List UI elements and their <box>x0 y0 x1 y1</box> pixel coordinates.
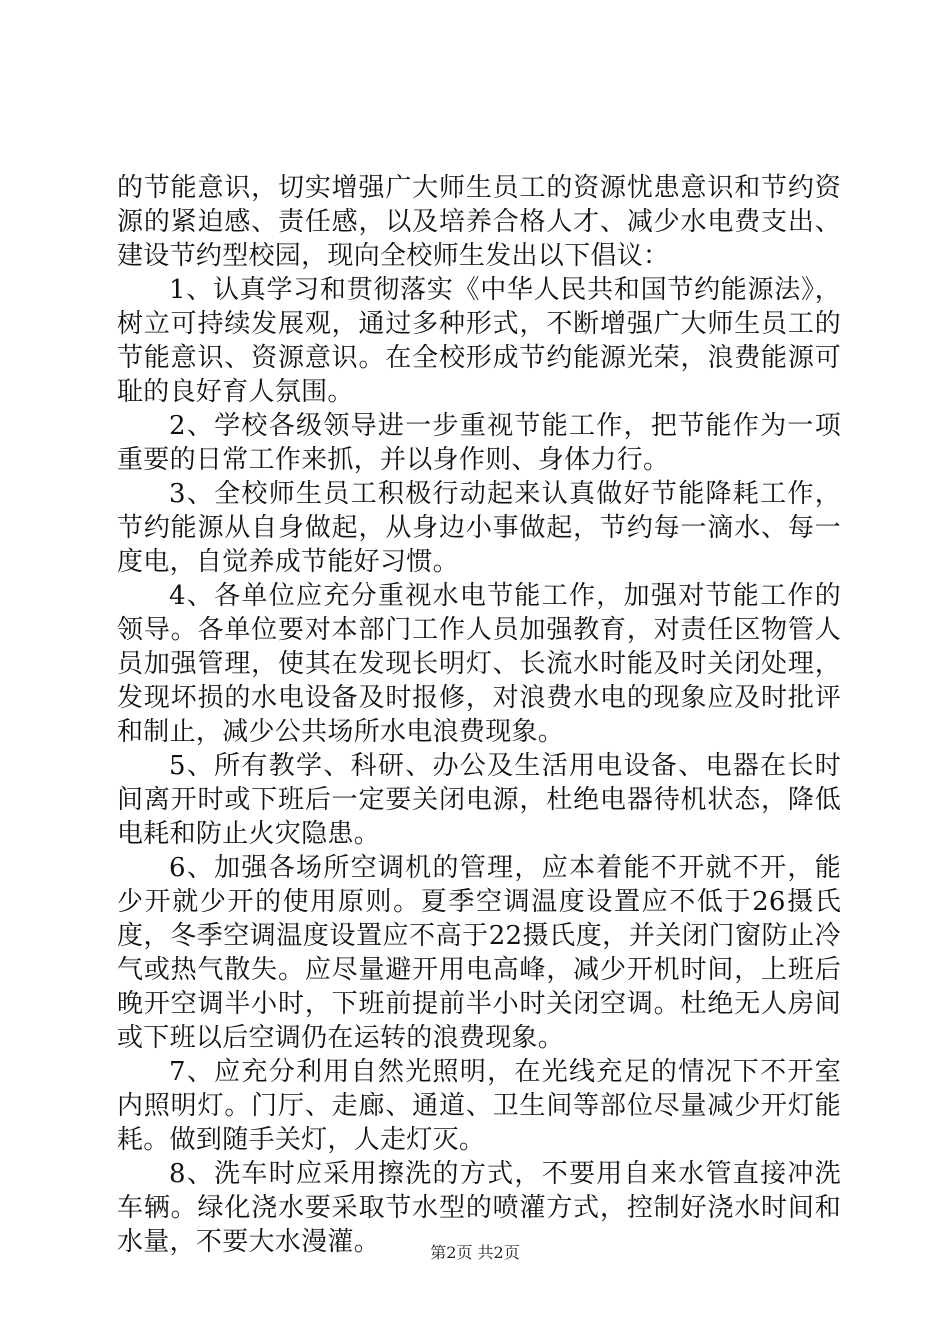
paragraph-item-7: 7、应充分利用自然光照明，在光线充足的情况下不开室内照明灯。门厅、走廊、通道、卫生间等部位尽量减少开灯能耗。做到随手关灯，人走灯灭。 <box>117 1057 841 1155</box>
paragraph-item-2: 2、学校各级领导进一步重视节能工作，把节能作为一项重要的日常工作来抓，并以身作则、身体力行。 <box>117 411 841 475</box>
paragraph-intro-continuation: 的节能意识，切实增强广大师生员工的资源忧患意识和节约资源的紧迫感、责任感，以及培养合格人才、减少水电费支出、建设节约型校园，现向全校师生发出以下倡议： <box>117 173 841 271</box>
document-body <box>117 171 841 1259</box>
paragraph-item-8: 8、洗车时应采用擦洗的方式，不要用自来水管直接冲洗车辆。绿化浇水要采取节水型的喷灌方式，控制好浇水时间和水量，不要大水漫灌。 <box>117 1159 841 1257</box>
paragraph-item-4: 4、各单位应充分重视水电节能工作，加强对节能工作的领导。各单位要对本部门工作人员加强教育，对责任区物管人员加强管理，使其在发现长明灯、长流水时能及时关闭处理，发现坏损的水电设备及时报修，对浪费水电的现象应及时批评和制止，减少公共场所水电浪费现象。 <box>117 581 841 747</box>
paragraph-item-3: 3、全校师生员工积极行动起来认真做好节能降耗工作，节约能源从自身做起，从身边小事做起，节约每一滴水、每一度电，自觉养成节能好习惯。 <box>117 479 841 577</box>
page-number-footer: 第2页 共2页 <box>430 1243 520 1262</box>
paragraph-item-6: 6、加强各场所空调机的管理，应本着能不开就不开，能少开就少开的使用原则。夏季空调温度设置应不低于26摄氏度，冬季空调温度设置应不高于22摄氏度，并关闭门窗防止冷气或热气散失。应尽量避开用电高峰，减少开机时间，上班后晚开空调半小时，下班前提前半小时关闭空调。杜绝无人房间或下班以后空调仍在运转的浪费现象。 <box>117 853 841 1053</box>
paragraph-item-1: 1、认真学习和贯彻落实《中华人民共和国节约能源法》，树立可持续发展观，通过多种形式，不断增强广大师生员工的节能意识、资源意识。在全校形成节约能源光荣，浪费能源可耻的良好育人氛围。 <box>117 275 841 407</box>
paragraph-item-5: 5、所有教学、科研、办公及生活用电设备、电器在长时间离开时或下班后一定要关闭电源，杜绝电器待机状态，降低电耗和防止火灾隐患。 <box>117 751 841 849</box>
